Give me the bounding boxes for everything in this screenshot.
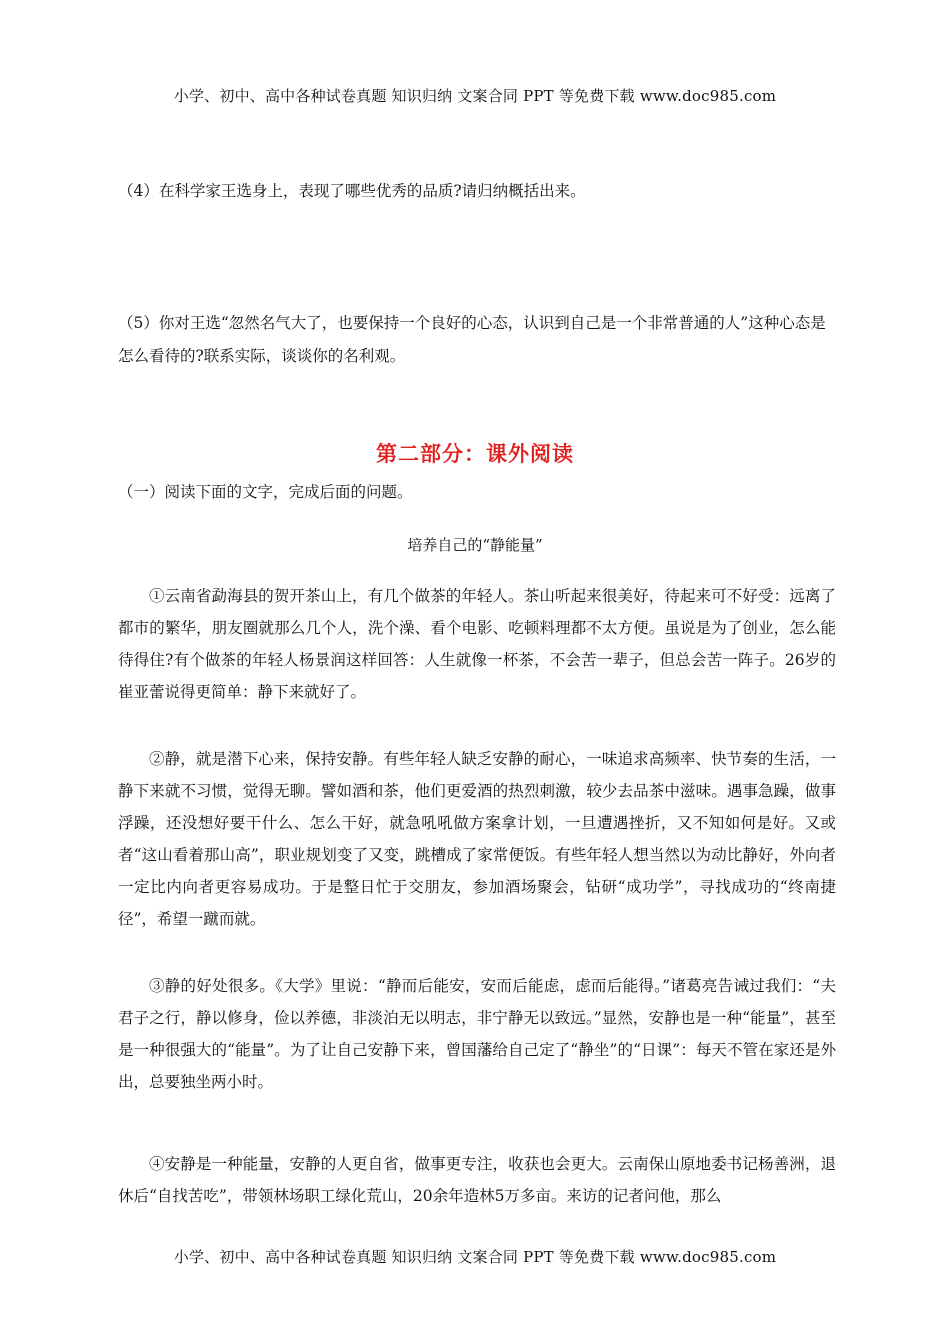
article-paragraph-3: ③静的好处很多。《大学》里说：“静而后能安，安而后能虑，虑而后能得。”诸葛亮告诫过我们：“夫君子之行，静以修身，俭以养德，非淡泊无以明志，非宁静无以致远。”显然，安静也是一种“能量”，甚至是一种很强大的“能量”。为了让自己安静下来，曾国藩给自己定了“静坐”的“日课”：每天不管在家还是外出，总要独坐两小时。	[118, 977, 836, 1091]
section-title: 第二部分：课外阅读	[376, 441, 574, 466]
page-header: 小学、初中、高中各种试卷真题 知识归纳 文案合同 PPT 等免费下载 www.doc985.com	[173, 87, 777, 105]
article-paragraph-2: ②静，就是潜下心来，保持安静。有些年轻人缺乏安静的耐心，一味追求高频率、快节奏的生活，一静下来就不习惯，觉得无聊。譬如酒和茶，他们更爱酒的热烈刺激，较少去品茶中滋味。遇事急躁，做事浮躁，还没想好要干什么、怎么干好，就急吼吼做方案拿计划，一旦遭遇挫折，又不知如何是好。又或者“这山看着那山高”，职业规划变了又变，跳槽成了家常便饭。有些年轻人想当然以为动比静好，外向者一定比内向者更容易成功。于是整日忙于交朋友，参加酒场聚会，钻研“成功学”，寻找成功的“终南捷径”，希望一蹴而就。	[118, 750, 836, 928]
question-5: （5）你对王选“忽然名气大了，也要保持一个良好的心态，认识到自己是一个非常普通的人”这种心态是怎么看待的?联系实际，谈谈你的名利观。	[118, 314, 826, 365]
page-footer: 小学、初中、高中各种试卷真题 知识归纳 文案合同 PPT 等免费下载 www.doc985.com	[173, 1248, 777, 1266]
question-4: （4）在科学家王选身上，表现了哪些优秀的品质?请归纳概括出来。	[118, 182, 586, 200]
article-title: 培养自己的“静能量”	[407, 536, 543, 554]
reading-instruction: （一）阅读下面的文字，完成后面的问题。	[118, 483, 413, 501]
article-paragraph-1: ①云南省勐海县的贺开茶山上，有几个做茶的年轻人。茶山听起来很美好，待起来可不好受：远离了都市的繁华，朋友圈就那么几个人，洗个澡、看个电影、吃顿料理都不太方便。虽说是为了创业，怎么能待得住?有个做茶的年轻人杨景润这样回答：人生就像一杯茶，不会苦一辈子，但总会苦一阵子。26岁的崔亚蕾说得更简单：静下来就好了。	[118, 587, 836, 701]
article-paragraph-4: ④安静是一种能量，安静的人更自省，做事更专注，收获也会更大。云南保山原地委书记杨善洲，退休后“自找苦吃”，带领林场职工绿化荒山，20余年造林5万多亩。来访的记者问他，那么	[118, 1155, 836, 1205]
